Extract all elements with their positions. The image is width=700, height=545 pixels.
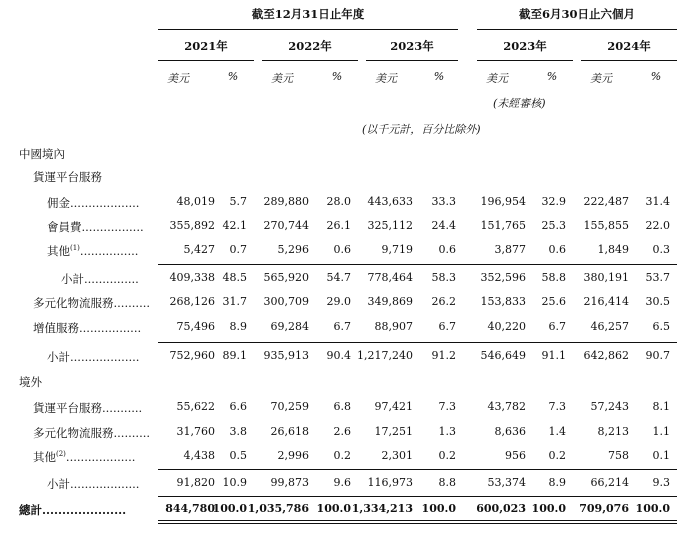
percent-cell: 31.4 [645,195,670,208]
percent-cell: 22.0 [645,219,670,232]
amount-cell: 349,869 [367,295,413,308]
header-group-half-year: 截至6月30日止六個月 [518,7,635,21]
amount-cell: 75,496 [176,320,215,333]
amount-cell: 8,636 [494,425,526,438]
percent-cell: 8.8 [438,476,456,489]
percent-cell: 3.8 [229,425,247,438]
amount-cell: 48,019 [176,195,215,208]
percent-cell: 0.3 [652,243,670,256]
row-label-freight-overseas: 貨運平台服務........... [33,401,143,415]
rule-year-2023-h1 [477,60,573,61]
percent-cell: 91.1 [541,349,566,362]
percent-cell: 90.4 [326,349,351,362]
percent-cell: 30.5 [645,295,670,308]
amount-cell: 1,334,213 [351,502,413,515]
rule-year-2023 [366,60,458,61]
year-header-2024-h1: 2024年 [607,39,651,53]
amount-cell: 935,913 [263,349,309,362]
amount-cell: 300,709 [263,295,309,308]
year-header-2022: 2022年 [288,39,332,53]
percent-cell: 25.6 [541,295,566,308]
percent-cell: 1.3 [438,425,456,438]
amount-cell: 1,217,240 [357,349,413,362]
row-label-commission: 佣金................... [47,196,140,210]
amount-cell: 97,421 [374,400,413,413]
amount-cell: 380,191 [583,271,629,284]
amount-cell: 196,954 [480,195,526,208]
amount-cell: 270,744 [263,219,309,232]
amount-cell: 151,765 [480,219,526,232]
amount-cell: 116,973 [367,476,413,489]
amount-cell: 17,251 [374,425,413,438]
percent-cell: 7.3 [548,400,566,413]
percent-cell: 8.1 [652,400,670,413]
percent-cell: 1.1 [652,425,670,438]
percent-cell: 100.0 [531,502,566,515]
rule-domestic-subtotal [158,342,677,343]
header-group-year-end: 截至12月31日止年度 [251,7,365,21]
amount-cell: 546,649 [480,349,526,362]
percent-cell: 28.0 [326,195,351,208]
percent-cell: 90.7 [645,349,670,362]
percent-cell: 5.7 [229,195,247,208]
percent-cell: 8.9 [548,476,566,489]
amount-cell: 53,374 [487,476,526,489]
row-label-logistics-domestic: 多元化物流服務.......... [33,296,151,310]
percent-cell: 10.9 [222,476,247,489]
row-label-value-added: 增值服務................. [33,321,142,335]
amount-cell: 91,820 [176,476,215,489]
amount-cell: 1,035,786 [247,502,309,515]
amount-cell: 443,633 [367,195,413,208]
amount-cell: 69,284 [270,320,309,333]
amount-cell: 88,907 [374,320,413,333]
percent-cell: 33.3 [431,195,456,208]
amount-cell: 2,996 [277,449,309,462]
amount-cell: 565,920 [263,271,309,284]
unit-amount: 美元 [271,72,293,85]
amount-cell: 642,862 [583,349,629,362]
rule-total-bottom [158,520,677,524]
percent-cell: 6.8 [333,400,351,413]
amount-cell: 66,214 [590,476,629,489]
percent-cell: 7.3 [438,400,456,413]
amount-cell: 844,780 [165,502,215,515]
row-label-other-domestic: 其他$^{(1)}$................ [47,244,139,258]
percent-cell: 9.3 [652,476,670,489]
percent-cell: 0.1 [652,449,670,462]
percent-cell: 53.7 [645,271,670,284]
section-domestic: 中國境內 [19,147,65,161]
amount-cell: 778,464 [367,271,413,284]
percent-cell: 24.4 [431,219,456,232]
row-label-logistics-overseas: 多元化物流服務.......... [33,426,151,440]
percent-cell: 89.1 [222,349,247,362]
subsection-freight: 貨運平台服務 [33,170,102,184]
percent-cell: 1.4 [548,425,566,438]
amount-cell: 3,877 [494,243,526,256]
amount-cell: 2,301 [381,449,413,462]
percent-cell: 100.0 [635,502,670,515]
rule-year-2021 [158,60,254,61]
amount-cell: 31,760 [176,425,215,438]
amount-cell: 268,126 [169,295,215,308]
amount-cell: 9,719 [381,243,413,256]
rule-total-top [158,496,677,497]
percent-cell: 6.5 [652,320,670,333]
percent-cell: 42.1 [222,219,247,232]
percent-cell: 6.7 [438,320,456,333]
section-overseas: 境外 [19,375,42,389]
rule-freight-subtotal [158,264,677,265]
amount-cell: 8,213 [597,425,629,438]
unaudited-note: (未經審核) [493,97,546,110]
row-label-other-overseas: 其他$^{(2)}$................... [33,450,136,464]
unit-pct: % [650,70,662,83]
unit-pct: % [227,70,239,83]
units-note: (以千元計，百分比除外) [362,123,481,136]
unit-pct: % [546,70,558,83]
percent-cell: 0.6 [438,243,456,256]
amount-cell: 5,296 [277,243,309,256]
percent-cell: 91.2 [431,349,456,362]
amount-cell: 222,487 [583,195,629,208]
percent-cell: 32.9 [541,195,566,208]
percent-cell: 0.6 [548,243,566,256]
amount-cell: 43,782 [487,400,526,413]
percent-cell: 48.5 [222,271,247,284]
rule-year-2024-h1 [581,60,677,61]
percent-cell: 29.0 [326,295,351,308]
percent-cell: 6.7 [548,320,566,333]
amount-cell: 752,960 [169,349,215,362]
amount-cell: 289,880 [263,195,309,208]
amount-cell: 40,220 [487,320,526,333]
row-label-total: 總計..................... [19,503,127,517]
amount-cell: 55,622 [176,400,215,413]
unit-amount: 美元 [375,72,397,85]
percent-cell: 26.1 [326,219,351,232]
amount-cell: 155,855 [583,219,629,232]
row-label-membership: 會員費................. [47,220,144,234]
amount-cell: 4,438 [183,449,215,462]
amount-cell: 1,849 [597,243,629,256]
amount-cell: 709,076 [579,502,629,515]
percent-cell: 58.3 [431,271,456,284]
percent-cell: 0.6 [333,243,351,256]
unit-pct: % [433,70,445,83]
percent-cell: 0.2 [548,449,566,462]
amount-cell: 409,338 [169,271,215,284]
percent-cell: 26.2 [431,295,456,308]
year-header-2021: 2021年 [184,39,228,53]
row-label-freight-subtotal: 小計............... [61,272,139,286]
amount-cell: 70,259 [270,400,309,413]
amount-cell: 355,892 [169,219,215,232]
row-label-overseas-subtotal: 小計................... [47,477,140,491]
percent-cell: 100.0 [421,502,456,515]
rule-group-year-end [158,29,458,30]
percent-cell: 0.2 [438,449,456,462]
unit-pct: % [331,70,343,83]
amount-cell: 99,873 [270,476,309,489]
percent-cell: 2.6 [333,425,351,438]
amount-cell: 5,427 [183,243,215,256]
rule-overseas-subtotal [158,469,677,470]
amount-cell: 153,833 [480,295,526,308]
percent-cell: 6.6 [229,400,247,413]
amount-cell: 600,023 [476,502,526,515]
percent-cell: 100.0 [212,502,247,515]
percent-cell: 100.0 [316,502,351,515]
percent-cell: 54.7 [326,271,351,284]
year-header-2023: 2023年 [390,39,434,53]
unit-amount: 美元 [167,72,189,85]
amount-cell: 325,112 [367,219,413,232]
percent-cell: 0.5 [229,449,247,462]
year-header-2023-h1: 2023年 [503,39,547,53]
percent-cell: 25.3 [541,219,566,232]
amount-cell: 758 [608,449,629,462]
row-label-domestic-subtotal: 小計................... [47,350,140,364]
unit-amount: 美元 [590,72,612,85]
amount-cell: 26,618 [270,425,309,438]
rule-year-2022 [262,60,358,61]
amount-cell: 57,243 [590,400,629,413]
amount-cell: 352,596 [480,271,526,284]
amount-cell: 46,257 [590,320,629,333]
percent-cell: 9.6 [333,476,351,489]
percent-cell: 58.8 [541,271,566,284]
percent-cell: 6.7 [333,320,351,333]
percent-cell: 0.2 [333,449,351,462]
percent-cell: 8.9 [229,320,247,333]
percent-cell: 31.7 [222,295,247,308]
percent-cell: 0.7 [229,243,247,256]
rule-group-half-year [477,29,677,30]
amount-cell: 216,414 [583,295,629,308]
amount-cell: 956 [505,449,526,462]
unit-amount: 美元 [486,72,508,85]
